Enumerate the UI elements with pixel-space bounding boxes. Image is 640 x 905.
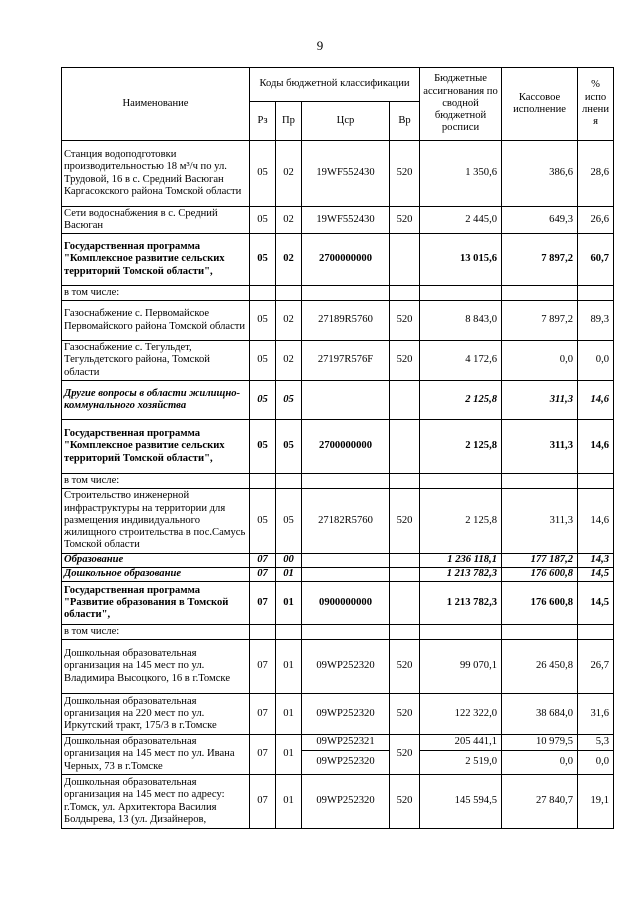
row-pct: 14,6 <box>578 420 614 474</box>
header-name: Наименование <box>62 68 250 141</box>
row-name: в том числе: <box>62 625 250 640</box>
row-vr <box>390 234 420 286</box>
row-vr: 520 <box>390 301 420 341</box>
row-name: Государственная программа "Развитие образования в Томской области", <box>62 582 250 625</box>
row-cash: 311,3 <box>502 420 578 474</box>
row-csr: 09WP252321 <box>302 735 390 751</box>
row-cash: 176 600,8 <box>502 582 578 625</box>
table-row <box>62 554 614 568</box>
row-assign: 1 213 782,3 <box>420 582 502 625</box>
row-cash: 177 187,2 <box>502 554 578 568</box>
row-assign: 2 125,8 <box>420 489 502 554</box>
table-row <box>62 568 614 582</box>
row-pct: 89,3 <box>578 301 614 341</box>
table-row <box>62 640 614 694</box>
row-assign: 2 445,0 <box>420 207 502 234</box>
row-pct: 0,0 <box>578 341 614 381</box>
row-assign: 8 843,0 <box>420 301 502 341</box>
row-pct: 14,5 <box>578 568 614 582</box>
row-csr <box>302 568 390 582</box>
table-row <box>62 381 614 420</box>
row-assign: 99 070,1 <box>420 640 502 694</box>
page-number: 9 <box>316 38 324 53</box>
row-csr: 2700000000 <box>302 420 390 474</box>
row-pr: 01 <box>276 694 302 735</box>
row-csr <box>302 381 390 420</box>
row-vr: 520 <box>390 694 420 735</box>
row-csr: 2700000000 <box>302 234 390 286</box>
row-pct: 19,1 <box>578 775 614 829</box>
row-pct: 26,7 <box>578 640 614 694</box>
row-pct: 5,3 <box>578 735 614 751</box>
row-pct: 26,6 <box>578 207 614 234</box>
header-row <box>62 68 614 102</box>
table-row <box>62 420 614 474</box>
table-row <box>62 625 614 640</box>
row-vr: 520 <box>390 775 420 829</box>
row-cash: 0,0 <box>502 341 578 381</box>
row-cash: 10 979,5 <box>502 735 578 751</box>
row-name: Государственная программа "Комплексное развитие сельских территорий Томской области", <box>62 420 250 474</box>
row-cash: 176 600,8 <box>502 568 578 582</box>
row-rz: 05 <box>250 381 276 420</box>
row-vr <box>390 554 420 568</box>
row-csr: 09WP252320 <box>302 775 390 829</box>
row-name: Газоснабжение с. Тегульдет, Тегульдетского района, Томской области <box>62 341 250 381</box>
row-vr: 520 <box>390 341 420 381</box>
row-assign: 2 125,8 <box>420 420 502 474</box>
header-assign: Бюджетные ассигнования по сводной бюджетной росписи <box>420 68 502 141</box>
row-pct: 14,5 <box>578 582 614 625</box>
row-pr: 01 <box>276 735 302 775</box>
row-rz: 07 <box>250 554 276 568</box>
row-name: Дошкольная образовательная организация на 145 мест по ул. Ивана Черных, 73 в г.Томске <box>62 735 250 775</box>
row-assign: 2 125,8 <box>420 381 502 420</box>
row-assign: 13 015,6 <box>420 234 502 286</box>
row-name: Сети водоснабжения в с. Средний Васюган <box>62 207 250 234</box>
row-cash: 7 897,2 <box>502 234 578 286</box>
row-vr: 520 <box>390 489 420 554</box>
row-pr: 02 <box>276 301 302 341</box>
table-row <box>62 775 614 829</box>
row-vr: 520 <box>390 141 420 207</box>
row-rz: 05 <box>250 234 276 286</box>
row-name: Дошкольная образовательная организация на 145 мест по адресу: г.Томск, ул. Архитектора Василия Болдырева, 13 (ул. Дизайнеров, <box>62 775 250 829</box>
row-cash: 0,0 <box>502 751 578 775</box>
row-pct: 0,0 <box>578 751 614 775</box>
row-name: в том числе: <box>62 286 250 301</box>
row-pct: 31,6 <box>578 694 614 735</box>
row-assign: 2 519,0 <box>420 751 502 775</box>
row-pct: 14,6 <box>578 381 614 420</box>
row-assign: 205 441,1 <box>420 735 502 751</box>
row-name: Дошкольная образовательная организация на 145 мест по ул. Владимира Высоцкого, 16 в г.Томске <box>62 640 250 694</box>
row-assign: 4 172,6 <box>420 341 502 381</box>
row-pr: 05 <box>276 420 302 474</box>
row-name: Дошкольное образование <box>62 568 250 582</box>
row-cash: 27 840,7 <box>502 775 578 829</box>
row-csr: 0900000000 <box>302 582 390 625</box>
row-pr: 02 <box>276 234 302 286</box>
row-csr: 27189R5760 <box>302 301 390 341</box>
table-row <box>62 582 614 625</box>
row-rz: 05 <box>250 420 276 474</box>
header-rz: Рз <box>250 102 276 141</box>
row-vr <box>390 381 420 420</box>
budget-table <box>61 67 614 829</box>
table-row <box>62 286 614 301</box>
row-assign: 1 236 118,1 <box>420 554 502 568</box>
row-cash: 26 450,8 <box>502 640 578 694</box>
row-pct: 60,7 <box>578 234 614 286</box>
row-csr: 09WP252320 <box>302 640 390 694</box>
row-assign: 122 322,0 <box>420 694 502 735</box>
row-pct: 14,3 <box>578 554 614 568</box>
row-name: в том числе: <box>62 474 250 489</box>
row-pct: 28,6 <box>578 141 614 207</box>
row-name: Станция водоподготовки производительностью 18 м³/ч по ул. Трудовой, 16 в с. Средний Васюган Каргасокского района Томской области <box>62 141 250 207</box>
row-assign: 1 350,6 <box>420 141 502 207</box>
row-cash: 7 897,2 <box>502 301 578 341</box>
row-csr: 09WP252320 <box>302 694 390 735</box>
row-pr: 05 <box>276 489 302 554</box>
row-rz: 07 <box>250 568 276 582</box>
row-name: Государственная программа "Комплексное развитие сельских территорий Томской области", <box>62 234 250 286</box>
table-row <box>62 735 614 751</box>
row-cash: 311,3 <box>502 489 578 554</box>
row-name: Другие вопросы в области жилищно-коммунального хозяйства <box>62 381 250 420</box>
table-row <box>62 694 614 735</box>
row-name: Газоснабжение с. Первомайское Первомайского района Томской области <box>62 301 250 341</box>
row-pr: 01 <box>276 775 302 829</box>
table-row <box>62 489 614 554</box>
row-rz: 07 <box>250 582 276 625</box>
row-pr: 00 <box>276 554 302 568</box>
row-csr <box>302 554 390 568</box>
row-pr: 02 <box>276 207 302 234</box>
row-pct: 14,6 <box>578 489 614 554</box>
header-pct: % испо лнения <box>578 68 614 141</box>
row-csr: 19WF552430 <box>302 207 390 234</box>
header-csr: Цср <box>302 102 390 141</box>
row-pr: 05 <box>276 381 302 420</box>
row-vr: 520 <box>390 207 420 234</box>
row-csr: 27197R576F <box>302 341 390 381</box>
row-rz: 05 <box>250 341 276 381</box>
row-pr: 01 <box>276 568 302 582</box>
row-name: Строительство инженерной инфраструктуры на территории для размещения индивидуального жилищного строительства в пос.Самусь Томской области <box>62 489 250 554</box>
row-cash: 311,3 <box>502 381 578 420</box>
table-row <box>62 474 614 489</box>
row-rz: 07 <box>250 775 276 829</box>
header-codes: Коды бюджетной классификации <box>250 68 420 102</box>
table-row <box>62 341 614 381</box>
row-rz: 05 <box>250 141 276 207</box>
row-vr: 520 <box>390 640 420 694</box>
table-row <box>62 301 614 341</box>
row-csr: 09WP252320 <box>302 751 390 775</box>
header-pr: Пр <box>276 102 302 141</box>
row-name: Дошкольная образовательная организация на 220 мест по ул. Иркутский тракт, 175/3 в г.Томске <box>62 694 250 735</box>
row-csr: 19WF552430 <box>302 141 390 207</box>
row-rz: 07 <box>250 640 276 694</box>
row-rz: 05 <box>250 207 276 234</box>
row-cash: 649,3 <box>502 207 578 234</box>
row-pr: 02 <box>276 341 302 381</box>
row-pr: 01 <box>276 582 302 625</box>
table-row <box>62 234 614 286</box>
row-pr: 02 <box>276 141 302 207</box>
row-rz: 05 <box>250 489 276 554</box>
row-vr: 520 <box>390 735 420 775</box>
row-vr <box>390 420 420 474</box>
row-rz: 05 <box>250 301 276 341</box>
row-csr: 27182R5760 <box>302 489 390 554</box>
row-cash: 386,6 <box>502 141 578 207</box>
row-pr: 01 <box>276 640 302 694</box>
row-assign: 145 594,5 <box>420 775 502 829</box>
row-vr <box>390 568 420 582</box>
header-vr: Вр <box>390 102 420 141</box>
row-rz: 07 <box>250 735 276 775</box>
row-cash: 38 684,0 <box>502 694 578 735</box>
row-vr <box>390 582 420 625</box>
table-row <box>62 207 614 234</box>
row-rz: 07 <box>250 694 276 735</box>
row-name: Образование <box>62 554 250 568</box>
header-cash: Кассовое исполнение <box>502 68 578 141</box>
row-assign: 1 213 782,3 <box>420 568 502 582</box>
table-row <box>62 141 614 207</box>
